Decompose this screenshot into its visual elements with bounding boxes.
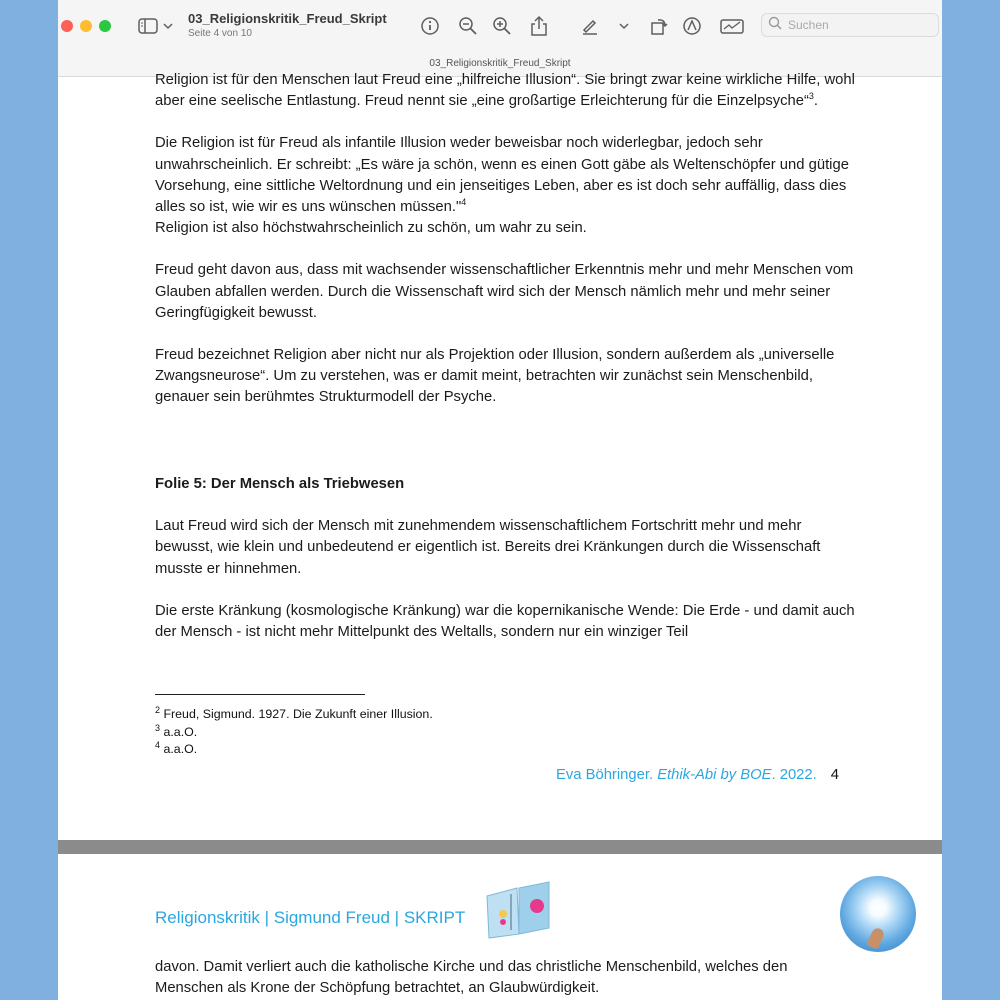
section-heading: Folie 5: Der Mensch als Triebwesen <box>155 476 405 492</box>
sidebar-icon[interactable] <box>138 14 158 38</box>
search-placeholder: Suchen <box>788 18 829 32</box>
paragraph: davon. Damit verliert auch die katholische Kirche und das christliche Menschenbild, welches den Menschen als Krone der Schöpfung betrachtet, an Glaubwürdigkeit. <box>155 959 788 997</box>
pen-icon[interactable] <box>580 14 600 38</box>
chevron-down-icon[interactable] <box>163 14 173 38</box>
maximize-window-button[interactable] <box>99 20 111 32</box>
preview-window <box>58 0 942 1000</box>
paragraph: Laut Freud wird sich der Mensch mit zunehmendem wissenschaftlichem Fortschritt mehr und mehr bewusst, wie klein und unbedeutend er eigentlich ist. Bereits drei Kränkungen durch die Wissenschaft musste er hinnehmen. <box>155 518 821 577</box>
hand-icon <box>866 926 885 949</box>
page-body <box>155 70 855 430</box>
chevron-down-icon[interactable] <box>619 14 629 38</box>
paragraph: Freud geht davon aus, dass mit wachsender wissenschaftlicher Erkenntnis mehr und mehr Menschen vom Glauben abfallen werden. Durch die Wissenschaft wird sich der Mensch nämlich mehr und mehr seiner Geringfügigkeit bewusst. <box>155 262 854 321</box>
toolbar <box>58 0 942 53</box>
page-indicator: Seite 4 von 10 <box>188 28 252 39</box>
footnote-divider <box>155 694 365 695</box>
zoom-in-icon[interactable] <box>492 14 512 38</box>
sun-logo-icon <box>840 876 916 952</box>
paragraph: Religion ist für den Menschen laut Freud eine „hilfreiche Illusion“. Sie bringt zwar keine wirkliche Hilfe, wohl aber eine seelische Entlastung. Freud nennt sie „eine großartige Erleichterung für die Einzelpsyche“$^3$. <box>155 72 855 110</box>
paragraph: Die Religion ist für Freud als infantile Illusion weder beweisbar noch widerlegbar, jedoch sehr unwahrscheinlich. Er schreibt: „Es wäre ja schön, wenn es einen Gott gäbe als Weltenschöpfer und gütige Vorsehung, eine sittliche Weltordnung und ein jenseitiges Leben, aber es ist doch sehr auffällig, dass dies alles so ist, wie wir es uns wünschen müssen."$^4$ Religion ist also höchstwahrscheinlich zu schön, um wahr zu sein. <box>155 135 849 237</box>
share-icon[interactable] <box>530 14 548 38</box>
footnote: $^2$ Freud, Sigmund. 1927. Die Zukunft einer Illusion. <box>155 704 433 721</box>
zoom-out-icon[interactable] <box>458 14 478 38</box>
page-separator <box>58 840 942 854</box>
page-number: 4 <box>830 767 839 783</box>
search-field[interactable] <box>761 13 939 37</box>
paragraph: Freud bezeichnet Religion aber nicht nur als Projektion oder Illusion, sondern außerdem als „universelle Zwangsneurose“. Um zu verstehen, was er damit meint, betrachten wir zunächst sein Menschenbild, genauer sein berühmtes Strukturmodell der Psyche. <box>155 347 835 406</box>
paragraph: Die erste Kränkung (kosmologische Kränkung) war die kopernikanische Wende: Die Erde - und damit auch der Mensch - ist nicht mehr Mittelpunkt des Weltalls, sondern nur ein winziger Teil <box>155 602 855 641</box>
minimize-window-button[interactable] <box>80 20 92 32</box>
search-icon <box>768 16 784 35</box>
info-icon[interactable] <box>420 14 440 38</box>
markup-icon[interactable] <box>682 14 702 38</box>
document-title: 03_Religionskritik_Freud_Skript <box>188 11 387 26</box>
close-window-button[interactable] <box>61 20 73 32</box>
footnotes <box>155 706 655 759</box>
page-footer: Eva Böhringer. Ethik-Abi by BOE. 2022. 4 <box>556 767 839 783</box>
page-body-next <box>155 957 855 1000</box>
section <box>155 474 855 664</box>
footnote: $^4$ a.a.O. <box>155 739 198 756</box>
tab-title: 03_Religionskritik_Freud_Skript <box>58 53 942 77</box>
rotate-icon[interactable] <box>649 14 669 38</box>
page-header: Religionskritik | Sigmund Freud | SKRIPT <box>155 908 466 927</box>
footnote: $^3$ a.a.O. <box>155 722 198 739</box>
book-logo-icon <box>483 880 555 940</box>
signature-icon[interactable] <box>720 14 744 38</box>
